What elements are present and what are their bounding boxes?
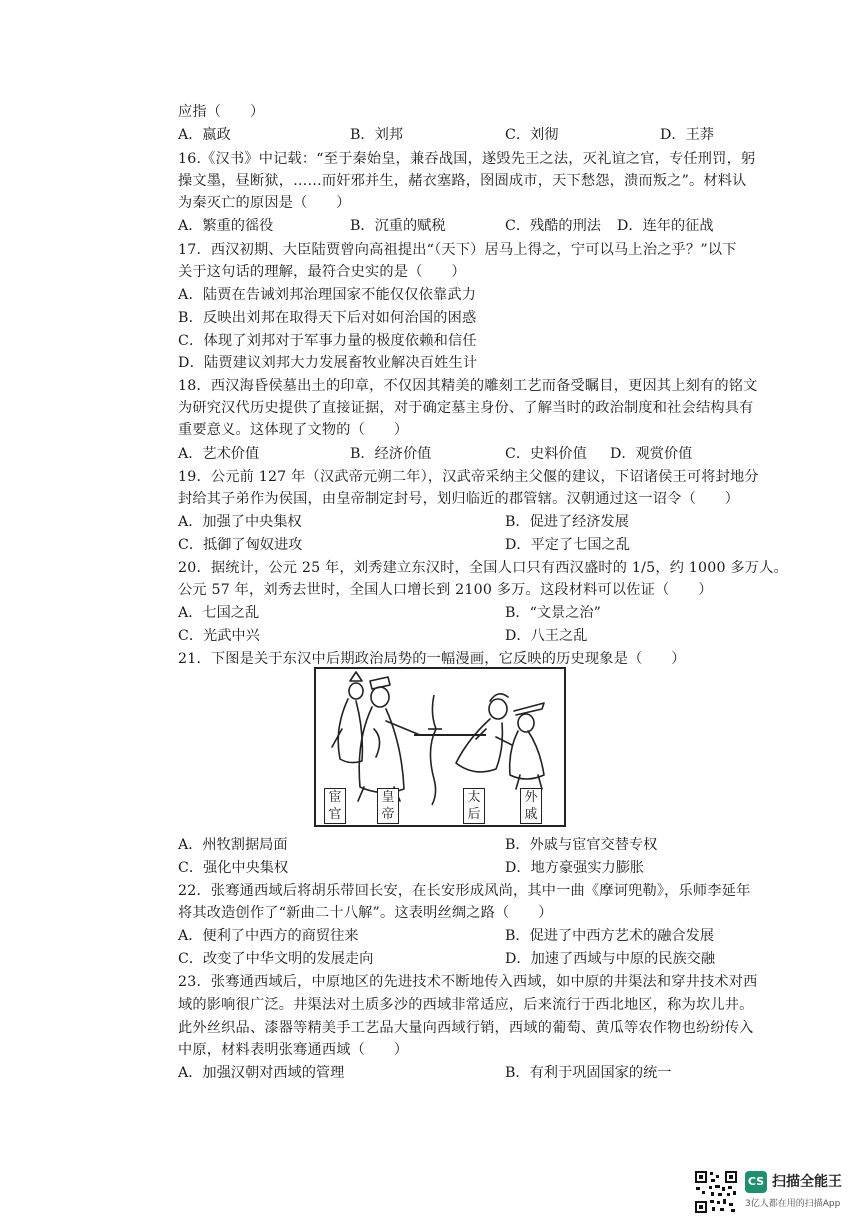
q20-option-c: C．光武中兴 bbox=[178, 628, 260, 644]
q20-stem-line2: 公元 57 年，刘秀去世时，全国人口增长到 2100 多万。这段材料可以佐证（ ） bbox=[178, 582, 713, 598]
q16-stem-line1: 16.《汉书》中记载：“至于秦始皇，兼吞战国，遂毁先王之法，灭礼谊之官，专任刑罚，躬 bbox=[178, 151, 756, 167]
q23-stem-line3: 此外丝织品、漆器等精美手工艺品大量向西域行销，西域的葡萄、黄瓜等农作物也纷纷传入 bbox=[178, 1020, 754, 1036]
q18-stem-line2: 为研究汉代历史提供了直接证据，对于确定墓主身份、了解当时的政治制度和社会结构具有 bbox=[178, 400, 754, 416]
q22-option-b: B．促进了中西方艺术的融合发展 bbox=[505, 928, 715, 944]
q18-stem-line1: 18．西汉海昏侯墓出土的印章，不仅因其精美的雕刻工艺而备受瞩目，更因其上刻有的铭文 bbox=[178, 378, 758, 394]
q16-stem-line2: 操文墨，昼断狱，……而奸邪并生，赭衣塞路，囹圄成市，天下愁怨，溃而叛之”。材料认 bbox=[178, 173, 747, 189]
q20-option-a: A．七国之乱 bbox=[178, 605, 260, 621]
q17-option-c: C．体现了刘邦对于军事力量的极度依赖和信任 bbox=[178, 333, 477, 349]
q16-option-c: C．残酷的刑法 bbox=[505, 218, 601, 234]
q15-stem-end: 应指（ ） bbox=[178, 104, 265, 120]
scanner-tagline: 3亿人都在用的扫描App bbox=[745, 1199, 841, 1209]
q15-option-d: D．王莽 bbox=[660, 127, 714, 143]
q15-option-a: A．嬴政 bbox=[178, 127, 231, 143]
q23-stem-line4: 中原，材料表明张骞通西域（ ） bbox=[178, 1042, 409, 1058]
q19-option-c: C．抵御了匈奴进攻 bbox=[178, 537, 303, 553]
q16-option-a: A．繁重的徭役 bbox=[178, 218, 274, 234]
scanner-app-name: 扫描全能王 bbox=[772, 1174, 842, 1190]
q20-stem-line1: 20．据统计，公元 25 年，刘秀建立东汉时，全国人口只有西汉盛时的 1/5，约 1000 多万人。 bbox=[178, 560, 788, 576]
label-eunuch: 宦官 bbox=[324, 788, 346, 824]
q18-option-b: B．经济价值 bbox=[350, 446, 432, 462]
q17-option-b: B．反映出刘邦在取得天下后对如何治国的困惑 bbox=[178, 310, 477, 326]
q19-option-d: D．平定了七国之乱 bbox=[505, 537, 630, 553]
q21-stem: 21．下图是关于东汉中后期政治局势的一幅漫画，它反映的历史现象是（ ） bbox=[178, 651, 686, 667]
q21-option-d: D．地方豪强实力膨胀 bbox=[505, 860, 645, 876]
q20-option-d: D．八王之乱 bbox=[505, 628, 588, 644]
q20-option-b: B．“文景之治” bbox=[505, 605, 601, 621]
q15-option-c: C．刘彻 bbox=[505, 127, 559, 143]
q16-option-b: B．沉重的赋税 bbox=[350, 218, 446, 234]
q22-stem-line1: 22．张骞通西域后将胡乐带回长安，在长安形成风尚，其中一曲《摩诃兜勒》，乐师李延年 bbox=[178, 883, 751, 899]
q15-option-b: B．刘邦 bbox=[350, 127, 403, 143]
q16-stem-line3: 为秦灭亡的原因是（ ） bbox=[178, 195, 351, 211]
q23-option-a: A．加强汉朝对西域的管理 bbox=[178, 1065, 345, 1081]
q17-stem-line2: 关于这句话的理解，最符合史实的是（ ） bbox=[178, 264, 466, 280]
label-empress-dowager: 太后 bbox=[463, 788, 485, 824]
q21-option-b: B．外戚与宦官交替专权 bbox=[505, 837, 658, 853]
q19-stem-line1: 19．公元前 127 年（汉武帝元朔二年），汉武帝采纳主父偃的建议，下诏诸侯王可将封地分 bbox=[178, 469, 759, 485]
q19-option-a: A．加强了中央集权 bbox=[178, 514, 302, 530]
q17-option-d: D．陆贾建议刘邦大力发展畜牧业解决百姓生计 bbox=[178, 355, 478, 371]
q21-option-c: C．强化中央集权 bbox=[178, 860, 289, 876]
q23-stem-line1: 23．张骞通西域后，中原地区的先进技术不断地传入西域，如中原的井渠法和穿井技术对西 bbox=[178, 974, 758, 990]
cartoon-illustration bbox=[314, 667, 566, 827]
q16-option-d: D．连年的征战 bbox=[617, 218, 714, 234]
q23-stem-line2: 域的影响很广泛。井渠法对土质多沙的西域非常适应，后来流行于西北地区，称为坎儿井。 bbox=[178, 997, 754, 1013]
qr-code-icon bbox=[694, 1170, 738, 1214]
q19-stem-line2: 封给其子弟作为侯国，由皇帝制定封号，划归临近的郡管辖。汉朝通过这一诏令（ ） bbox=[178, 491, 740, 507]
q19-option-b: B．促进了经济发展 bbox=[505, 514, 629, 530]
q17-stem-line1: 17．西汉初期、大臣陆贾曾向高祖提出“（天下）居马上得之，宁可以马上治之乎？”以下 bbox=[178, 242, 737, 258]
q18-stem-line3: 重要意义。这体现了文物的（ ） bbox=[178, 422, 409, 438]
q22-option-c: C．改变了中华文明的发展走向 bbox=[178, 951, 374, 967]
q22-option-a: A．便利了中西方的商贸往来 bbox=[178, 928, 359, 944]
q22-option-d: D．加速了西域与中原的民族交融 bbox=[505, 951, 716, 967]
q23-option-b: B．有利于巩固国家的统一 bbox=[505, 1065, 672, 1081]
q18-option-a: A．艺术价值 bbox=[178, 446, 260, 462]
q21-option-a: A．州牧割据局面 bbox=[178, 837, 288, 853]
q18-option-c: C．史料价值 bbox=[505, 446, 587, 462]
camscanner-logo: CS bbox=[745, 1171, 767, 1193]
q17-option-a: A．陆贾在告诫刘邦治理国家不能仅仅依靠武力 bbox=[178, 287, 477, 303]
label-emperor: 皇帝 bbox=[377, 788, 399, 824]
label-consort-kin: 外戚 bbox=[520, 788, 542, 824]
q18-option-d: D．观赏价值 bbox=[610, 446, 693, 462]
q22-stem-line2: 将其改造创作了“新曲二十八解”。这表明丝绸之路（ ） bbox=[178, 905, 553, 921]
